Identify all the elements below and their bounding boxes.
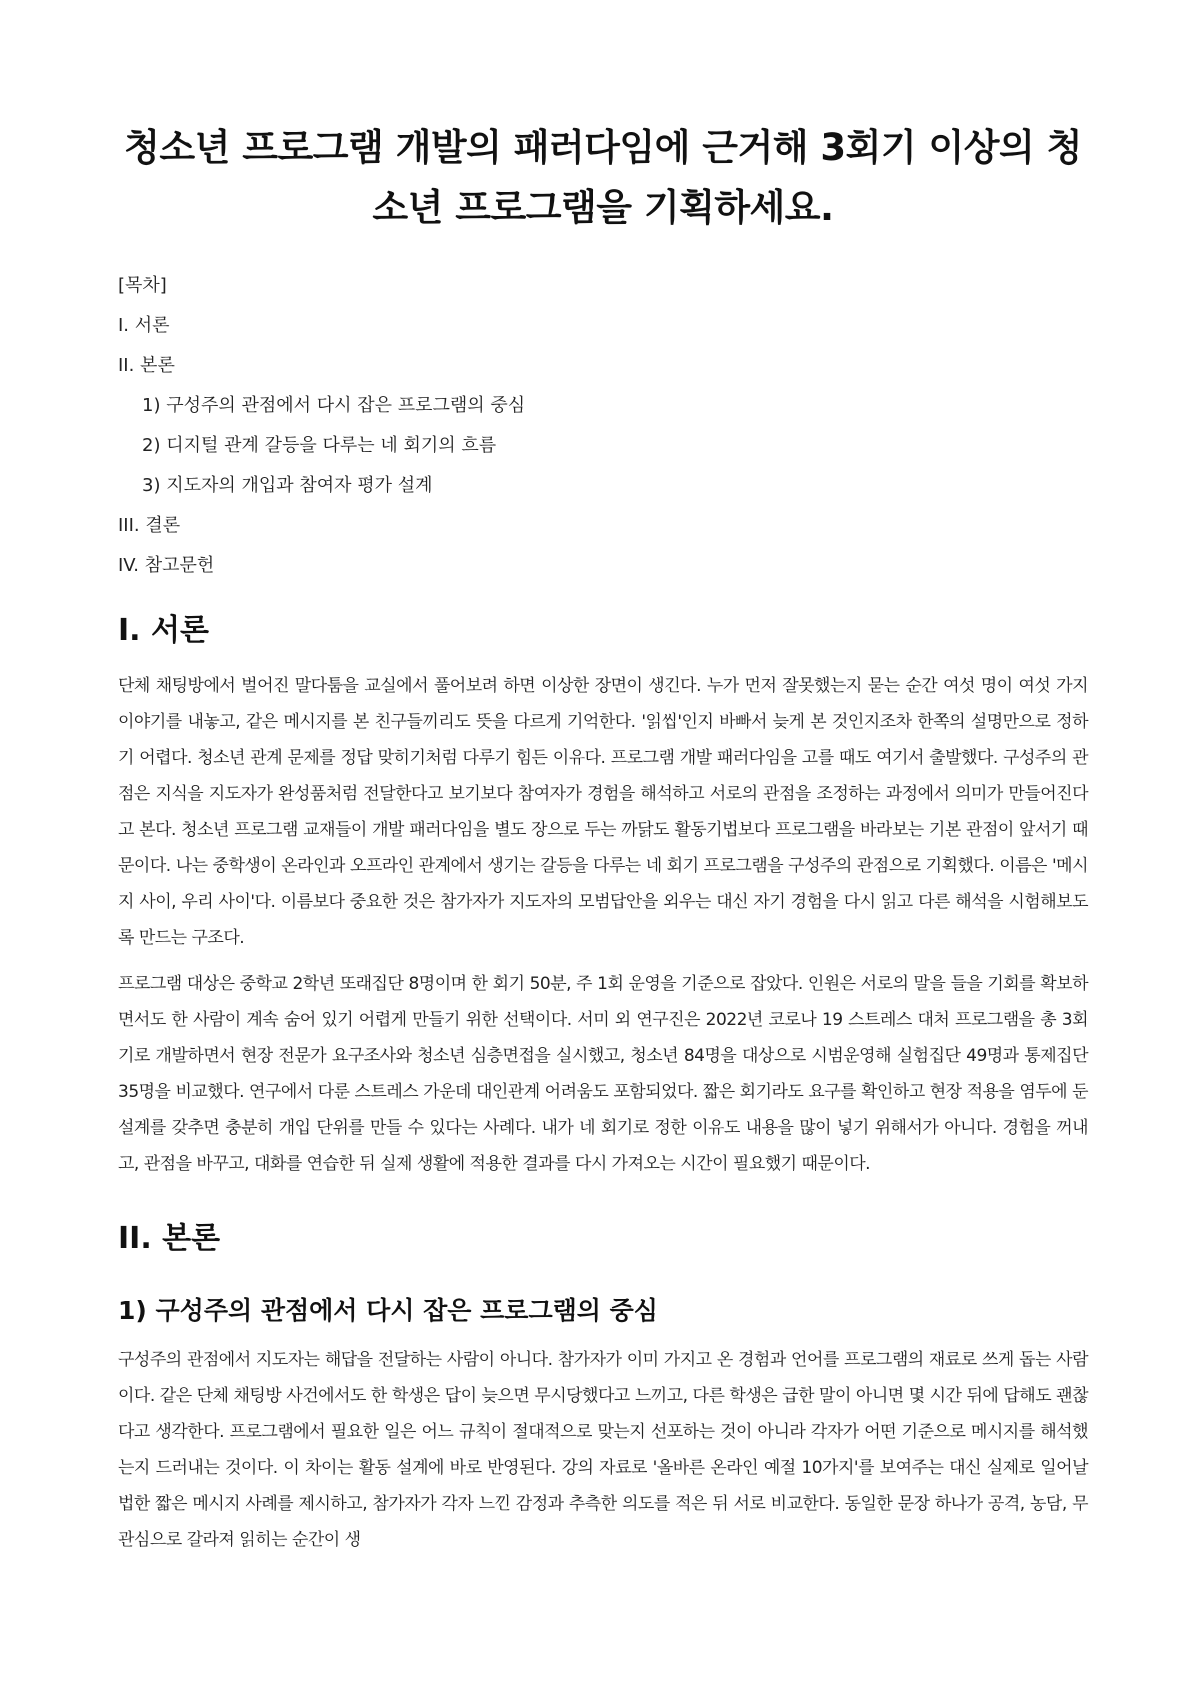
section-heading-intro: I. 서론 [118,613,209,648]
subsection-1-paragraph-1: 구성주의 관점에서 지도자는 해답을 전달하는 사람이 아니다. 참가자가 이미 가지고 온 경험과 언어를 프로그램의 재료로 쓰게 돕는 사람이다. 같은 단체 채팅방 사건에서도 한 학생은 답이 늦으면 무시당했다고 느끼고, 다른 학생은 급한 말이 아니면 몇 시간 뒤에 답해도 괜찮다고 생각한다. 프로그램에서 필요한 일은 어느 규칙이 절대적으로 맞는지 선포하는 것이 아니라 각자가 어떤 기준으로 메시지를 해석했는지 드러내는 것이다. 이 차이는 활동 설계에 바로 반영된다. 강의 자료로 '올바른 온라인 예절 10가지'를 보여주는 대신 실제로 일어날 법한 짧은 메시지 사례를 제시하고, 참가자가 각자 느낀 감정과 추측한 의도를 적은 뒤 서로 비교한다. 동일한 문장 하나가 공격, 농담, 무관심으로 갈라져 읽히는 순간이 생 [118,1350,1088,1550]
subsection-heading-1: 1) 구성주의 관점에서 다시 잡은 프로그램의 중심 [118,1296,658,1325]
document-title: 청소년 프로그램 개발의 패러다임에 근거해 3회기 이상의 청소년 프로그램을 기획하세요. [124,126,1082,229]
intro-paragraph-1: 단체 채팅방에서 벌어진 말다툼을 교실에서 풀어보려 하면 이상한 장면이 생긴다. 누가 먼저 잘못했는지 묻는 순간 여섯 명이 여섯 가지 이야기를 내놓고, 같은 메시지를 본 친구들끼리도 뜻을 다르게 기억한다. '읽씹'인지 바빠서 늦게 본 것인지조차 한쪽의 설명만으로 정하기 어렵다. 청소년 관계 문제를 정답 맞히기처럼 다루기 힘든 이유다. 프로그램 개발 패러다임을 고를 때도 여기서 출발했다. 구성주의 관점은 지식을 지도자가 완성품처럼 전달한다고 보기보다 참여자가 경험을 해석하고 서로의 관점을 조정하는 과정에서 의미가 만들어진다고 본다. 청소년 프로그램 교재들이 개발 패러다임을 별도 장으로 두는 까닭도 활동기법보다 프로그램을 바라보는 기본 관점이 앞서기 때문이다. 나는 중학생이 온라인과 오프라인 관계에서 생기는 갈등을 다루는 네 회기 프로그램을 구성주의 관점으로 기획했다. 이름은 '메시지 사이, 우리 사이'다. 이름보다 중요한 것은 참가자가 지도자의 모범답안을 외우는 대신 자기 경험을 다시 읽고 다른 해석을 시험해보도록 만드는 구조다. [118,676,1088,948]
toc-item-references: IV. 참고문헌 [118,555,215,576]
toc-item-body-3: 3) 지도자의 개입과 참여자 평가 설계 [142,475,433,496]
table-of-contents [118,274,1088,578]
toc-item-conclusion: III. 결론 [118,515,181,536]
toc-item-body-1: 1) 구성주의 관점에서 다시 잡은 프로그램의 중심 [142,395,526,416]
section-heading-body: II. 본론 [118,1221,221,1256]
toc-item-body-2: 2) 디지털 관계 갈등을 다루는 네 회기의 흐름 [142,435,497,456]
toc-item-intro: I. 서론 [118,315,170,336]
toc-label: [목차] [118,275,167,296]
toc-item-body: II. 본론 [118,355,175,376]
intro-paragraph-2: 프로그램 대상은 중학교 2학년 또래집단 8명이며 한 회기 50분, 주 1회 운영을 기준으로 잡았다. 인원은 서로의 말을 들을 기회를 확보하면서도 한 사람이 계속 숨어 있기 어렵게 만들기 위한 선택이다. 서미 외 연구진은 2022년 코로나 19 스트레스 대처 프로그램을 총 3회기로 개발하면서 현장 전문가 요구조사와 청소년 심층면접을 실시했고, 청소년 84명을 대상으로 시범운영해 실험집단 49명과 통제집단 35명을 비교했다. 연구에서 다룬 스트레스 가운데 대인관계 어려움도 포함되었다. 짧은 회기라도 요구를 확인하고 현장 적용을 염두에 둔 설계를 갖추면 충분히 개입 단위를 만들 수 있다는 사례다. 내가 네 회기로 정한 이유도 내용을 많이 넣기 위해서가 아니다. 경험을 꺼내고, 관점을 바꾸고, 대화를 연습한 뒤 실제 생활에 적용한 결과를 다시 가져오는 시간이 필요했기 때문이다. [118,974,1088,1174]
